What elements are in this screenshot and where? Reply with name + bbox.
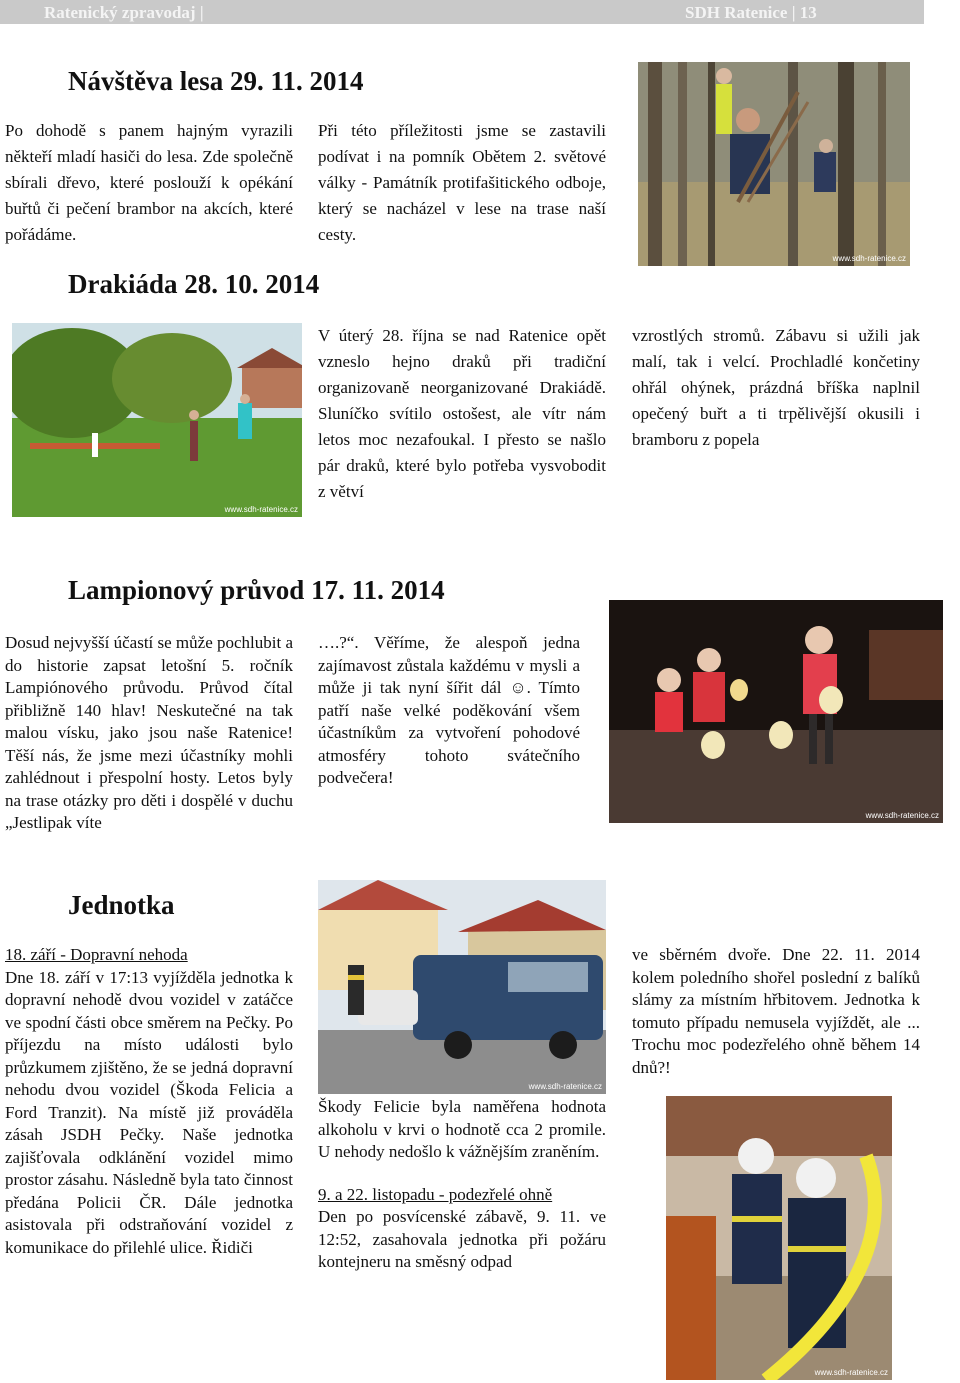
photo-watermark: www.sdh-ratenice.cz xyxy=(814,1368,888,1377)
drakiada-text-1: V úterý 28. října se nad Ratenice opět vzneslo hejno draků při tradiční organizovaně neorganizované Drakiádě. Sluníčko svítilo ostošest, ale vítr nám letos moc nezafoukal. I přesto se našlo pár draků, které bylo potřeba vysvobodit z větví xyxy=(318,326,606,501)
photo-lantern-parade xyxy=(609,600,943,823)
jednotka-col1 xyxy=(5,944,293,1259)
photo-watermark: www.sdh-ratenice.cz xyxy=(224,505,298,514)
photo-kites xyxy=(12,323,302,517)
section-title-lampion: Lampionový průvod 17. 11. 2014 xyxy=(68,575,445,605)
jednotka-text-4: ve sběrném dvoře. Dne 22. 11. 2014 kolem poledního shořel poslední z balíků slámy za místním hřbitovem. Jednotka k tomuto případu nemusela vyjíždět, ale ... Trochu moc podezřelého ohně během 14 dnů?! xyxy=(632,945,920,1077)
section-title-jednotka: Jednotka xyxy=(68,890,175,920)
page-header xyxy=(0,0,924,24)
event-title-fires: 9. a 22. listopadu - podezřelé ohně xyxy=(318,1184,553,1204)
page-number-label: SDH Ratenice | 13 xyxy=(685,3,817,22)
lampion-col1 xyxy=(5,632,293,835)
event-title-accident: 18. září - Dopravní nehoda xyxy=(5,945,188,964)
photo-forest xyxy=(638,62,910,266)
section-title-drakiada: Drakiáda 28. 10. 2014 xyxy=(68,269,320,299)
lampion-text-2: ….?“. Věříme, že alespoň jedna zajímavost zůstala každému v mysli a může ji tak nyní šířit dál ☺. Tímto patří naše velké poděkování všem účastníkům za vytvoření pohodové atmosféry tohoto svátečního podvečera! xyxy=(318,633,580,787)
newsletter-name: Ratenický zpravodaj | xyxy=(44,3,204,22)
jednotka-text-2: Škody Felicie byla naměřena hodnota alkoholu v krvi o hodnotě cca 2 promile. U nehody nedošlo k vážnějším zraněním. xyxy=(318,1097,606,1161)
jednotka-col2 xyxy=(318,1096,606,1274)
photo-watermark: www.sdh-ratenice.cz xyxy=(528,1082,602,1091)
lampion-text-1: Dosud nejvyšší účastí se může pochlubit a do historie zapsat letošní 5. ročník Lampiónového průvodu. Průvod čítal přibližně 140 hlav! Neskutečné na tak malou vísku, jako jsou naše Ratenice! Těší nás, že jsme mezi účastníky mohli zahlédnout i přespolní hosty. Letos byly na trase otázky pro děti i dospělé v duchu „Jestlipak víte xyxy=(5,633,294,832)
les-text-1: Po dohodě s panem hajným vyrazili někteří mladí hasiči do lesa. Zde společně sbírali dřevo, které poslouží k opékání buřtů či pečení brambor na akcích, které pořádáme. xyxy=(5,121,293,244)
drakiada-text-2: vzrostlých stromů. Zábavu si užili jak malí, tak i velcí. Prochladlé končetiny ohřál ohýnek, prázdná bříška naplnil opečený buřt a ti trpělivější okusili i bramboru z popela xyxy=(632,326,920,449)
jednotka-text-3: Den po posvícenské zábavě, 9. 11. ve 12:52, zasahovala jednotka při požáru kontejneru na směsný odpad xyxy=(318,1207,606,1271)
photo-firefighters xyxy=(666,1096,892,1380)
jednotka-col3 xyxy=(632,944,920,1079)
photo-watermark: www.sdh-ratenice.cz xyxy=(832,254,906,263)
les-col2 xyxy=(318,118,606,248)
photo-car-accident xyxy=(318,880,606,1094)
drakiada-col3 xyxy=(632,323,920,453)
jednotka-text-1: Dne 18. září v 17:13 vyjížděla jednotka k dopravní nehodě dvou vozidel v zatáčce ve spodní části obce směrem na Pečky. Po příjezdu na místo události bylo průzkumem zjištěno, že se jedná dopravní nehodu dvou vozidel (Škoda Felicia a Ford Tranzit). Na místě již prováděla zásah JSDH Pečky. Naše jednotka zajišťovala odklánění vozidel mimo prostor zásahu. Následně byla tato činnost předána Policii ČR. Dále jednotka asistovala při odstraňování vozidel z komunikace do přilehlé ulice. Řidiči xyxy=(5,967,293,1257)
les-col1 xyxy=(5,118,293,248)
lampion-col2 xyxy=(318,632,580,790)
photo-watermark: www.sdh-ratenice.cz xyxy=(865,811,939,820)
les-text-2: Při této příležitosti jsme se zastavili podívat i na pomník Obětem 2. světové války - Památník protifašitického odboje, který se nacházel v lese na trase naší cesty. xyxy=(318,121,606,244)
section-title-les: Návštěva lesa 29. 11. 2014 xyxy=(68,66,364,96)
drakiada-col2 xyxy=(318,323,606,505)
